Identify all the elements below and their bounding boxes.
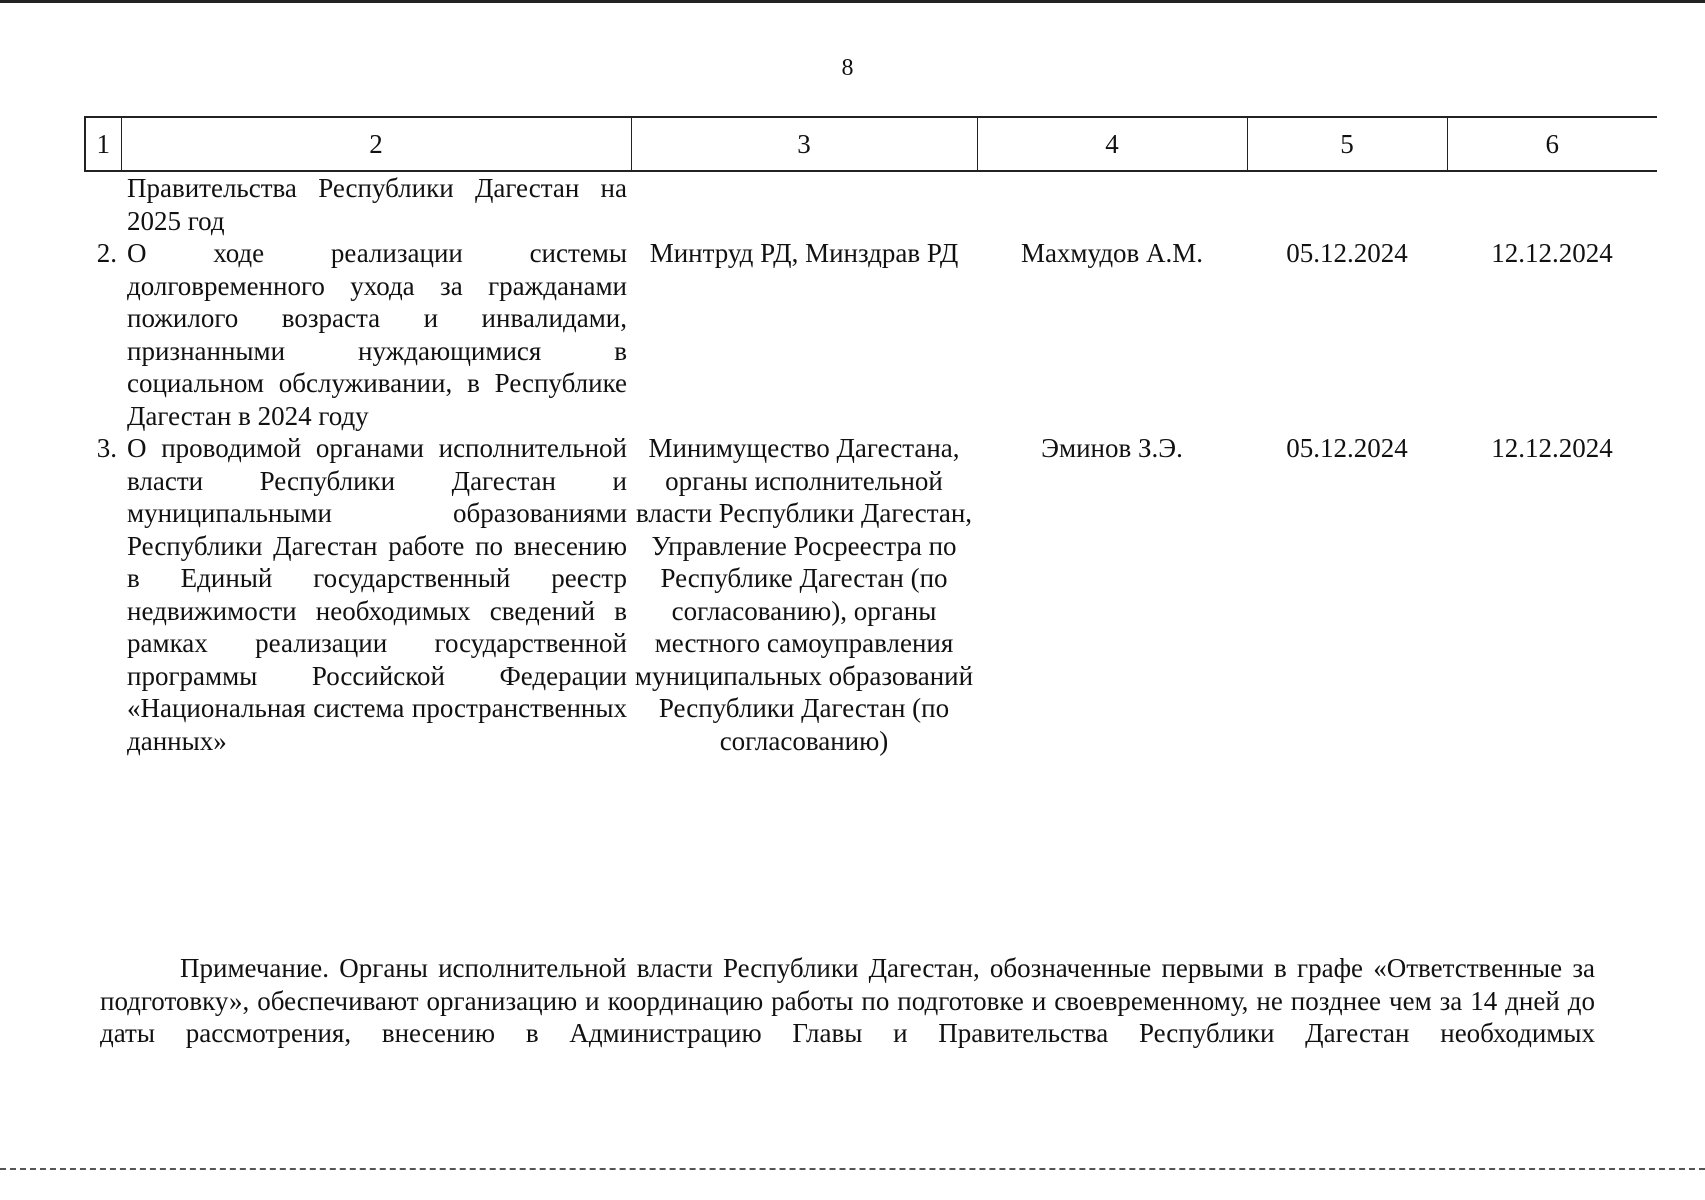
row-number: [85, 171, 121, 237]
row-responsible: Минтруд РД, Минздрав РД: [649, 238, 959, 268]
row-speaker: [977, 171, 1247, 237]
row-speaker: Эминов З.Э.: [1041, 433, 1183, 463]
footnote-paragraph: Примечание. Органы исполнительной власти Республики Дагестан, обозначенные первыми в графе «Ответственные за подготовку», обеспечивают организацию и координацию работы по подготовке и своевременному, не позднее чем за 14 дней до даты рассмотрения, внесению в Администрацию Главы и Правительства Республики Дагестан необходимых: [100, 953, 1595, 1048]
scan-top-edge: [0, 0, 1705, 3]
column-header-4: 4: [977, 117, 1247, 171]
row-responsible: [631, 171, 977, 237]
row-topic: О проводимой органами исполнительной власти Республики Дагестан и муниципальными образованиями Республики Дагестан работе по внесению в Единый государственный реестр недвижимости необходимых сведений в рамках реализации государственной программы Российской Федерации «Национальная система пространственных данных»: [127, 433, 627, 756]
column-header-3: 3: [631, 117, 977, 171]
row-date-review: [1447, 171, 1657, 237]
row-responsible: Минимущество Дагестана, органы исполнительной власти Республики Дагестан, Управление Росреестра по Республике Дагестан (по согласованию), органы местного самоуправления муниципальных образований Республики Дагестан (по согласованию): [634, 433, 974, 756]
plan-table: [84, 116, 1657, 757]
column-header-2: 2: [121, 117, 631, 171]
row-date-review: 12.12.2024: [1491, 238, 1613, 268]
table-row: [85, 171, 1657, 237]
row-date-submit: 05.12.2024: [1286, 238, 1408, 268]
table-row: [85, 237, 1657, 432]
row-date-submit: [1247, 171, 1447, 237]
scan-bottom-edge: [0, 1168, 1705, 1170]
row-topic: Правительства Республики Дагестан на 2025 год: [127, 173, 627, 236]
column-header-5: 5: [1247, 117, 1447, 171]
table-row: [85, 432, 1657, 757]
row-date-submit: 05.12.2024: [1286, 433, 1408, 463]
page-number: 8: [841, 55, 854, 81]
column-header-6: 6: [1447, 117, 1657, 171]
row-number: 2.: [96, 238, 117, 268]
table-header-row: [85, 117, 1657, 171]
row-number: 3.: [96, 433, 117, 463]
row-speaker: Махмудов А.М.: [1020, 238, 1204, 268]
row-date-review: 12.12.2024: [1491, 433, 1613, 463]
row-topic: О ходе реализации системы долговременного ухода за гражданами пожилого возраста и инвалидами, признанными нуждающимися в социальном обслуживании, в Республике Дагестан в 2024 году: [127, 238, 627, 431]
column-header-1: 1: [85, 117, 121, 171]
